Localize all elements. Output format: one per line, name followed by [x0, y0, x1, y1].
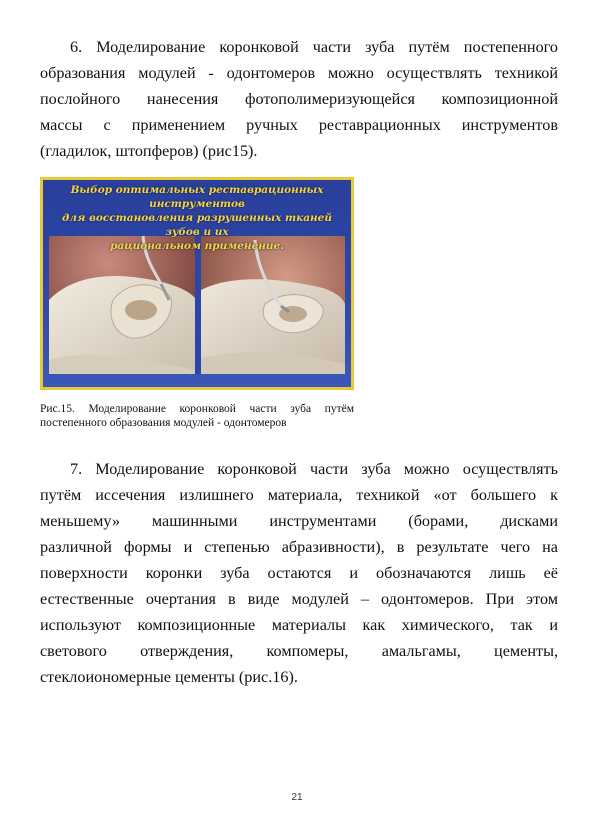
paragraph-line: 6. Моделирование коронковой части зуба путём постепенного [70, 38, 558, 56]
paragraph-7 [40, 456, 558, 690]
paragraph-line: меньшему» машинными инструментами (борами, дисками [40, 512, 558, 530]
paragraph-line: массы с применением ручных реставрационных инструментов [40, 116, 558, 134]
paragraph-line: послойного нанесения фотополимеризующейся композиционной [40, 90, 558, 108]
paragraph-line: (гладилок, штопферов) (рис15). [40, 142, 258, 160]
paragraph-line: используют композиционные материалы как химического, так и [40, 616, 558, 634]
paragraph-line: светового отверждения, компомеры, амальгамы, цементы, [40, 642, 558, 660]
paragraph-line: образования модулей - одонтомеров можно осуществлять техникой [40, 64, 558, 82]
right-photo [201, 236, 345, 374]
paragraph-line: поверхности коронки зуба остаются и обозначаются лишь её [40, 564, 558, 582]
paragraph-line: естественные очертания в виде модулей – одонтомеров. При этом [40, 590, 558, 608]
figure-title-line: рациональном применение. [110, 240, 284, 252]
page-number: 21 [291, 792, 303, 803]
figure-title-line: для восстановления разрушенных тканей зубов и их [62, 212, 332, 238]
paragraph-line: 7. Моделирование коронковой части зуба можно осуществлять [70, 460, 558, 478]
paragraph-line: различной формы и степенью абразивности), в результате чего на [40, 538, 558, 556]
paragraph-6 [40, 34, 558, 164]
figure-title-line: Выбор оптимальных реставрационных инструментов [70, 184, 324, 210]
left-photo [49, 236, 195, 374]
caption-line: постепенного образования модулей - одонтомеров [40, 417, 287, 429]
figure-slide [43, 180, 351, 387]
paragraph-line: путём иссечения излишнего материала, техникой «от большего к [40, 486, 558, 504]
figure-caption [40, 402, 354, 430]
figure-title [43, 183, 351, 253]
paragraph-line: стеклоиономерные цементы (рис.16). [40, 668, 298, 686]
figure-15 [40, 177, 354, 390]
caption-line: Рис.15. Моделирование коронковой части зуба путём [40, 403, 354, 415]
